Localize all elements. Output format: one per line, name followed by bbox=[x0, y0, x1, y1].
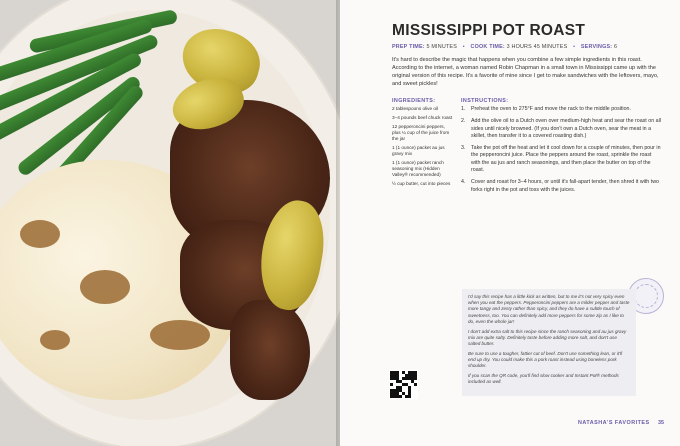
step-text: Cover and roast for 3–4 hours, or until it's fall-apart tender, then shred it with two forks right in the pot and toss with the juices. bbox=[471, 179, 659, 193]
badge-inner-ring bbox=[634, 284, 658, 308]
page-number: 35 bbox=[658, 420, 664, 426]
recipe-tips-note bbox=[462, 289, 636, 396]
qr-module bbox=[390, 383, 393, 386]
gravy-pool bbox=[40, 330, 70, 350]
ingredient-item: 3–4 pounds beef chuck roast bbox=[392, 115, 453, 120]
recipe-page bbox=[340, 0, 680, 446]
instructions-list bbox=[461, 106, 661, 199]
servings-value: 6 bbox=[613, 44, 618, 50]
separator-dot: • bbox=[573, 44, 576, 50]
recipe-title: MISSISSIPPI POT ROAST bbox=[392, 22, 586, 39]
ingredient-item: 2 tablespoons olive oil bbox=[392, 106, 439, 111]
tip-paragraph: I'd say this recipe has a little kick as written, but to me it's not very spicy even when you eat the peppers. Pepperoncini peppers are a milder pepper and taste more tangy and zesty rather than spicy, and they do have a subtle touch of sweetness, too. You can definitely add more peppers for some zip as I like to do, even the whole jar! bbox=[468, 294, 630, 324]
step-number: 3. bbox=[461, 145, 466, 152]
tip-paragraph: If you scan the QR code, you'll find slow cooker and Instant Pot® methods included as well. bbox=[468, 372, 619, 384]
gravy-pool bbox=[80, 270, 130, 304]
ingredients-list bbox=[392, 106, 454, 190]
instruction-step bbox=[461, 145, 661, 174]
qr-module bbox=[414, 377, 417, 380]
instruction-step bbox=[461, 179, 661, 194]
instruction-step bbox=[461, 106, 661, 113]
gravy-pool bbox=[150, 320, 210, 350]
shredded-roast bbox=[230, 300, 310, 400]
qr-code-icon[interactable] bbox=[389, 370, 418, 399]
recipe-intro: It's hard to describe the magic that happens when you combine a few simple ingredients in this roast. According to the internet, a woman named Robin Chapman in a small town in Mississippi came up with the original version of this recipe. It's a favorite of mine since I get to make sandwiches with the leftovers, mayo, and sweet pickles! bbox=[392, 57, 659, 88]
step-text: Preheat the oven to 275°F and move the rack to the middle position. bbox=[471, 106, 631, 112]
ingredient-item: ½ cup butter, cut into pieces bbox=[392, 181, 451, 186]
step-text: Add the olive oil to a Dutch oven over medium-high heat and sear the roast on all sides until nicely browned. (If you don't own a Dutch oven, sear the meat in a skillet, then transfer it to a covered roasting dish.) bbox=[471, 118, 661, 139]
tip-paragraph: I don't add extra salt to this recipe since the ranch seasoning and au jus gravy mix are quite salty. Definitely taste before adding more salt, and don't use salted butter. bbox=[468, 328, 627, 346]
prep-time-value: 5 MINUTES bbox=[426, 44, 458, 50]
ingredient-item: 1 (1 ounce) packet au jus gravy mix bbox=[392, 145, 445, 156]
instruction-step bbox=[461, 118, 661, 140]
ingredient-item: 12 pepperoncini peppers, plus ¼ cup of the juice from the jar bbox=[392, 124, 450, 141]
servings-label: SERVINGS: bbox=[580, 44, 613, 50]
ingredients-heading: INGREDIENTS: bbox=[392, 98, 436, 104]
qr-module bbox=[414, 383, 417, 386]
step-number: 2. bbox=[461, 118, 466, 125]
qr-module bbox=[408, 395, 411, 398]
gravy-pool bbox=[20, 220, 60, 248]
step-text: Take the pot off the heat and let it cool down for a couple of minutes, then pour in the pepperoncini juice. Place the peppers around the roast, sprinkle the roast with the au jus and ranch seasonings, and then place the butter on top of the roast. bbox=[471, 145, 661, 174]
separator-dot: • bbox=[462, 44, 465, 50]
prep-time-label: PREP TIME: bbox=[392, 44, 425, 50]
recipe-times bbox=[392, 44, 617, 50]
section-footer: NATASHA'S FAVORITES bbox=[578, 420, 650, 426]
instructions-heading: INSTRUCTIONS: bbox=[461, 98, 509, 104]
step-number: 4. bbox=[461, 179, 466, 186]
ingredient-item: 1 (1 ounce) packet ranch seasoning mix (Hidden Valley® recommended) bbox=[392, 160, 444, 177]
cook-time-value: 3 HOURS 45 MINUTES bbox=[506, 44, 568, 50]
qr-module bbox=[399, 395, 402, 398]
tip-paragraph: Be sure to use a tougher, fattier cut of beef. Don't use something lean, or it'll end up dry. You could make this a pork roast instead using boneless pork shoulder. bbox=[468, 350, 623, 369]
step-number: 1. bbox=[461, 106, 466, 112]
cook-time-label: COOK TIME: bbox=[470, 44, 505, 50]
